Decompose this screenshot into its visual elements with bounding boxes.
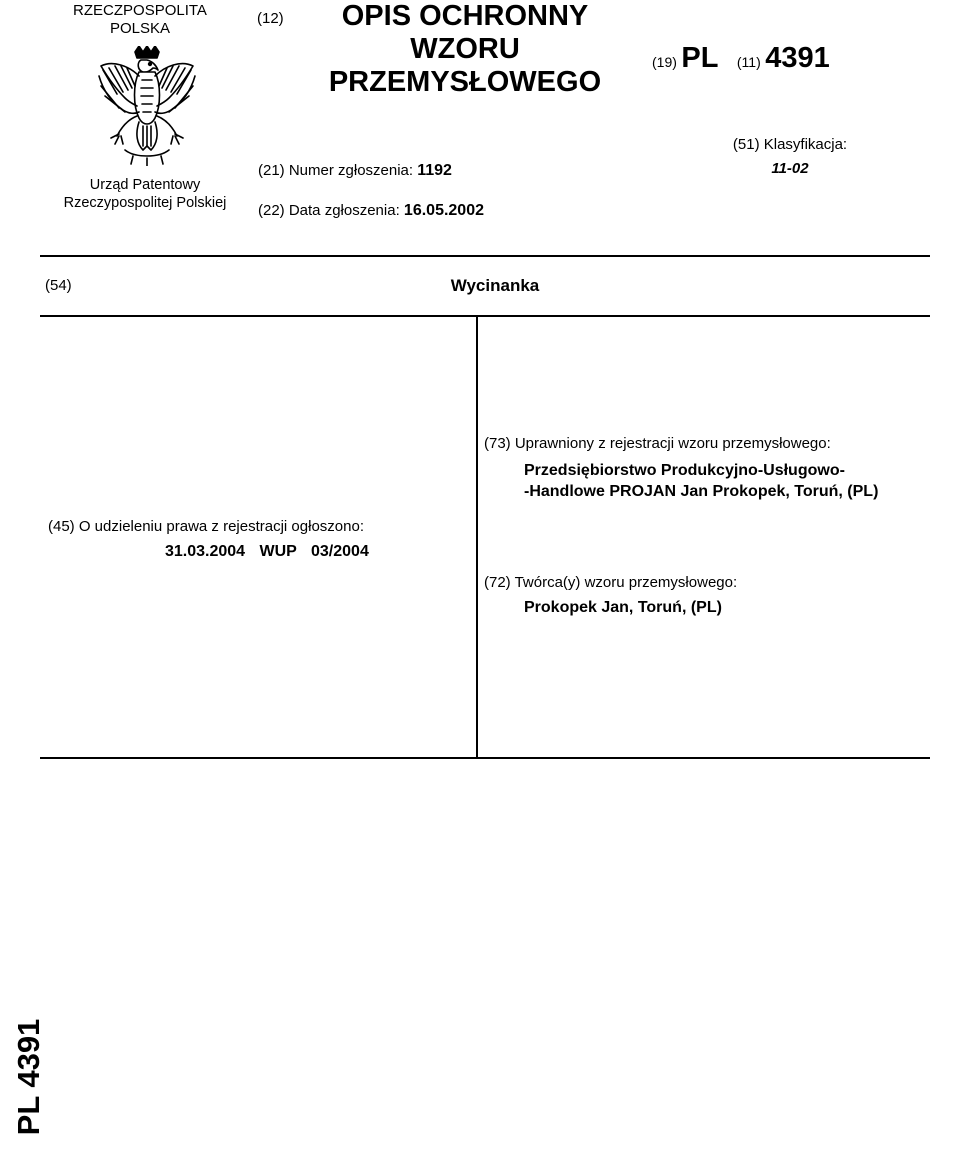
design-title: Wycinanka bbox=[450, 276, 540, 295]
grant-value: 31.03.2004 WUP 03/2004 bbox=[165, 543, 369, 560]
code-12: (12) bbox=[257, 10, 284, 27]
country-line-1: RZECZPOSPOLITA bbox=[73, 2, 207, 19]
footer-divider bbox=[40, 757, 930, 759]
application-number bbox=[258, 162, 452, 180]
owner-name-line-2: -Handlowe PROJAN Jan Prokopek, Toruń, (PL) bbox=[524, 483, 879, 500]
grant-label: (45) O udzieleniu prawa z rejestracji ogłoszono: bbox=[48, 518, 364, 535]
code-54: (54) bbox=[45, 277, 72, 294]
country-name bbox=[40, 2, 240, 38]
owner-label: (73) Uprawniony z rejestracji wzoru przemysłowego: bbox=[484, 435, 831, 452]
side-document-number: PL 4391 bbox=[11, 1018, 46, 1136]
registration-number: 4391 bbox=[765, 42, 830, 74]
country-code: PL bbox=[681, 42, 719, 74]
title-line-1: OPIS OCHRONNY bbox=[341, 0, 589, 32]
classification-value: 11-02 bbox=[771, 160, 809, 177]
application-date-label: (22) Data zgłoszenia: bbox=[258, 202, 400, 219]
document-title bbox=[315, 0, 615, 99]
application-date bbox=[258, 202, 484, 220]
creator-label: (72) Twórca(y) wzoru przemysłowego: bbox=[484, 574, 738, 591]
patent-office-name bbox=[40, 176, 250, 212]
classification-label: (51) Klasyfikacja: bbox=[732, 136, 848, 153]
polish-eagle-emblem-icon bbox=[95, 46, 199, 166]
owner-name-line-1: Przedsiębiorstwo Produkcyjno-Usługowo- bbox=[524, 462, 845, 479]
title-line-2: WZORU bbox=[410, 33, 520, 65]
country-line-2: POLSKA bbox=[109, 20, 171, 37]
title-line-3: PRZEMYSŁOWEGO bbox=[328, 66, 602, 98]
code-11: (11) bbox=[736, 54, 761, 70]
title-divider bbox=[40, 315, 930, 317]
code-19: (19) bbox=[652, 54, 677, 70]
application-number-value: 1192 bbox=[417, 162, 452, 179]
application-number-label: (21) Numer zgłoszenia: bbox=[258, 162, 414, 179]
application-date-value: 16.05.2002 bbox=[403, 202, 484, 219]
office-line-1: Urząd Patentowy bbox=[89, 177, 201, 193]
column-divider bbox=[476, 316, 478, 758]
header-divider bbox=[40, 255, 930, 257]
office-line-2: Rzeczypospolitej Polskiej bbox=[63, 195, 227, 211]
creator-name: Prokopek Jan, Toruń, (PL) bbox=[524, 599, 722, 616]
registration-number-row bbox=[652, 42, 830, 75]
